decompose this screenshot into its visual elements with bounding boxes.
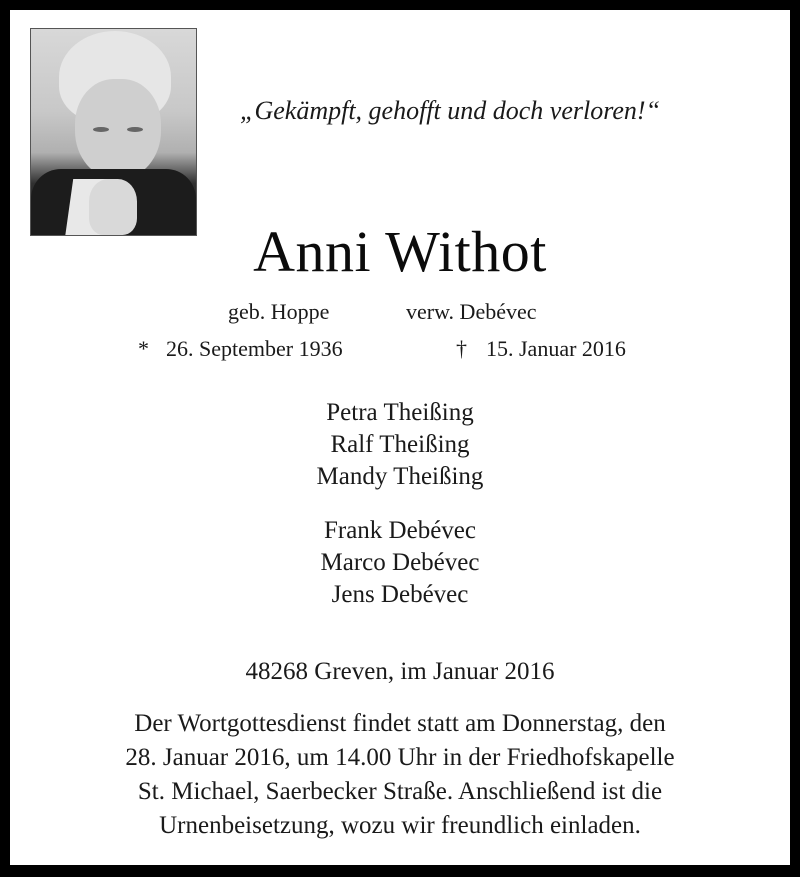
- mourner-name: Frank Debévec: [323, 517, 476, 544]
- service-line: Urnenbeisetzung, wozu wir freundlich einladen.: [159, 812, 641, 839]
- death-date: 15. Januar 2016: [486, 336, 626, 361]
- service-line: St. Michael, Saerbecker Straße. Anschließend ist die: [137, 778, 663, 805]
- service-announcement: [10, 707, 790, 843]
- mourner-name: Jens Debévec: [331, 581, 469, 608]
- birth-date: 26. September 1936: [166, 336, 343, 361]
- death-symbol: †: [456, 336, 467, 361]
- mourner-name: Petra Theißing: [326, 399, 474, 426]
- mourner-name: Ralf Theißing: [330, 431, 470, 458]
- mourner-name: Mandy Theißing: [316, 463, 484, 490]
- mourner-name: Marco Debévec: [320, 549, 480, 576]
- mourners-group-1: [10, 397, 790, 493]
- photo-eye: [93, 127, 109, 132]
- place-and-date: [10, 656, 790, 688]
- place-date-text: 48268 Greven, im Januar 2016: [245, 658, 555, 685]
- deceased-name: Anni Withot: [253, 219, 547, 284]
- photo-eye: [127, 127, 143, 132]
- maiden-name: geb. Hoppe: [228, 299, 330, 324]
- service-line: 28. Januar 2016, um 14.00 Uhr in der Friedhofskapelle: [125, 744, 675, 771]
- memorial-quote: „Gekämpft, gehofft und doch verloren!“: [240, 96, 661, 125]
- service-line: Der Wortgottesdienst findet statt am Donnerstag, den: [134, 710, 666, 737]
- widowed-name: verw. Debévec: [406, 299, 537, 324]
- mourners-group-2: [10, 515, 790, 611]
- portrait-photo: [30, 28, 197, 236]
- obituary-notice: [10, 10, 790, 865]
- birth-symbol: *: [138, 336, 149, 361]
- photo-face: [75, 79, 161, 179]
